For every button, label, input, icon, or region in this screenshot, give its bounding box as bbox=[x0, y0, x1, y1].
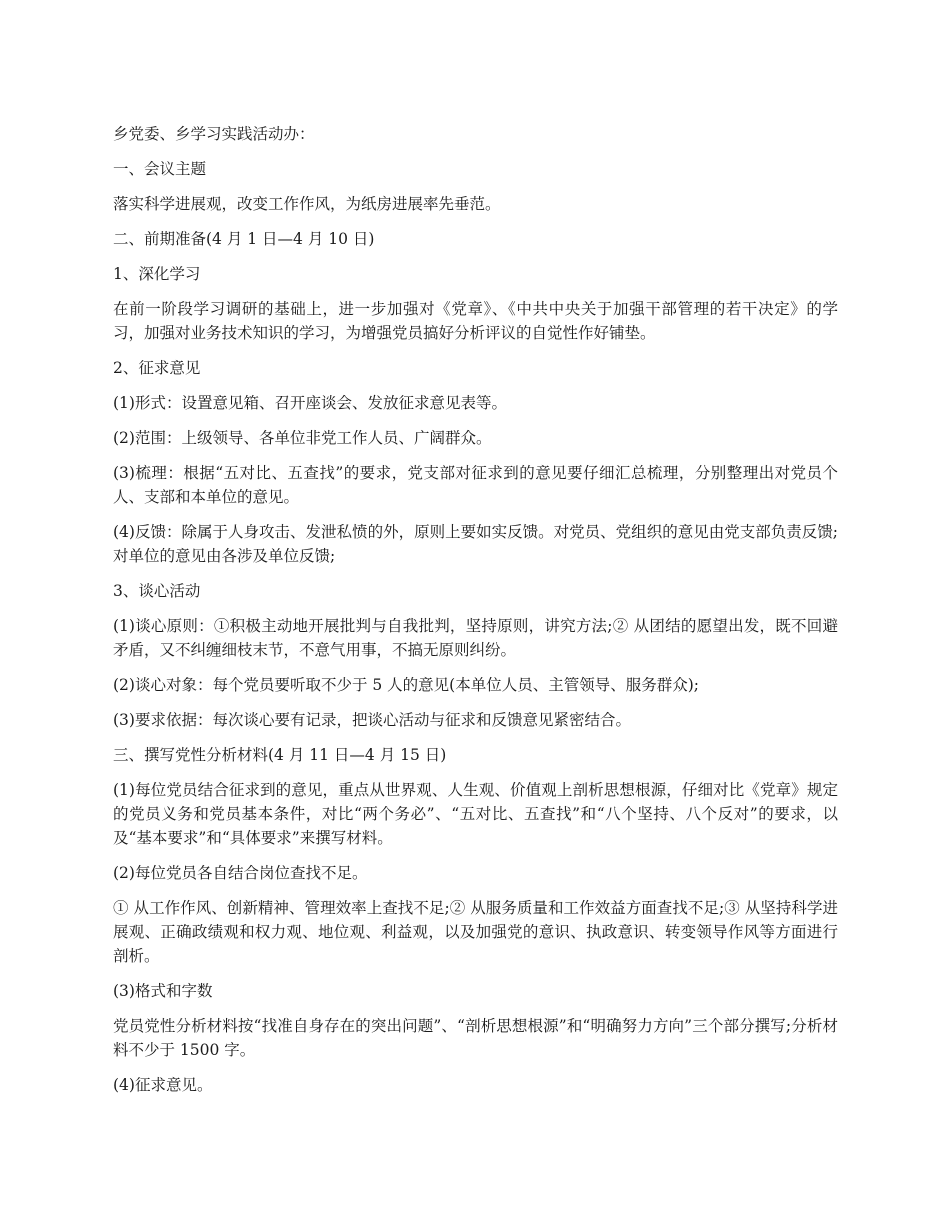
item-find-shortcomings: (2)每位党员各自结合岗位查找不足。 bbox=[113, 864, 368, 882]
item-talk-principle: (1)谈心原则：①积极主动地开展批判与自我批判，坚持原则，讲究方法;② 从团结的愿望出发，既不回避矛盾，又不纠缠细枝末节，不意气用事，不搞无原则纠纷。 bbox=[113, 617, 838, 659]
item-form: (1)形式：设置意见箱、召开座谈会、发放征求意见表等。 bbox=[113, 394, 507, 412]
paragraph-format-text: 党员党性分析材料按“找准自身存在的突出问题”、“剖析思想根源”和“明确努力方向”三个部分撰写;分析材料不少于 1500 字。 bbox=[113, 1017, 838, 1059]
section-heading-analysis-materials: 三、撰写党性分析材料(4 月 11 日—4 月 15 日) bbox=[113, 746, 447, 764]
item-sorting: (3)梳理：根据“五对比、五查找”的要求，党支部对征求到的意见要仔细汇总梳理，分别整理出对党员个人、支部和本单位的意见。 bbox=[113, 464, 838, 506]
paragraph-shortcoming-points: ① 从工作作风、创新精神、管理效率上查找不足;② 从服务质量和工作效益方面查找不足;③ 从坚持科学进展观、正确政绩观和权力观、地位观、利益观，以及加强党的意识、执政意识、转变领导作风等方面进行剖析。 bbox=[113, 899, 838, 965]
item-format-wordcount: (3)格式和字数 bbox=[113, 982, 213, 1000]
item-materials-basis: (1)每位党员结合征求到的意见，重点从世界观、人生观、价值观上剖析思想根源，仔细对比《党章》规定的党员义务和党员基本条件，对比“两个务必”、“五对比、五查找”和“八个坚持、八个反对”的要求，以及“基本要求”和“具体要求”来撰写材料。 bbox=[113, 781, 838, 847]
paragraph-study-text: 在前一阶段学习调研的基础上，进一步加强对《党章》、《中共中央关于加强干部管理的若干决定》的学习，加强对业务技术知识的学习，为增强党员搞好分析评议的自觉性作好铺垫。 bbox=[113, 300, 838, 342]
item-solicit-opinions: (4)征求意见。 bbox=[113, 1076, 213, 1094]
greeting-line: 乡党委、乡学习实践活动办： bbox=[113, 125, 315, 143]
item-feedback: (4)反馈：除属于人身攻击、发泄私愤的外，原则上要如实反馈。对党员、党组织的意见由党支部负责反馈;对单位的意见由各涉及单位反馈; bbox=[113, 523, 838, 565]
subheading-deepen-study: 1、深化学习 bbox=[113, 265, 201, 283]
section-heading-meeting-theme: 一、会议主题 bbox=[113, 160, 207, 178]
subheading-solicit-opinions: 2、征求意见 bbox=[113, 359, 201, 377]
section-heading-preparation: 二、前期准备(4 月 1 日—4 月 10 日) bbox=[113, 230, 375, 248]
item-talk-targets: (2)谈心对象：每个党员要听取不少于 5 人的意见(本单位人员、主管领导、服务群众); bbox=[113, 676, 699, 694]
paragraph-theme-text: 落实科学进展观，改变工作作风，为纸房进展率先垂范。 bbox=[113, 195, 501, 213]
item-scope: (2)范围：上级领导、各单位非党工作人员、广阔群众。 bbox=[113, 429, 492, 447]
subheading-heart-talk: 3、谈心活动 bbox=[113, 582, 201, 600]
document-body bbox=[113, 122, 838, 1108]
item-talk-requirements: (3)要求依据：每次谈心要有记录，把谈心活动与征求和反馈意见紧密结合。 bbox=[113, 711, 631, 729]
